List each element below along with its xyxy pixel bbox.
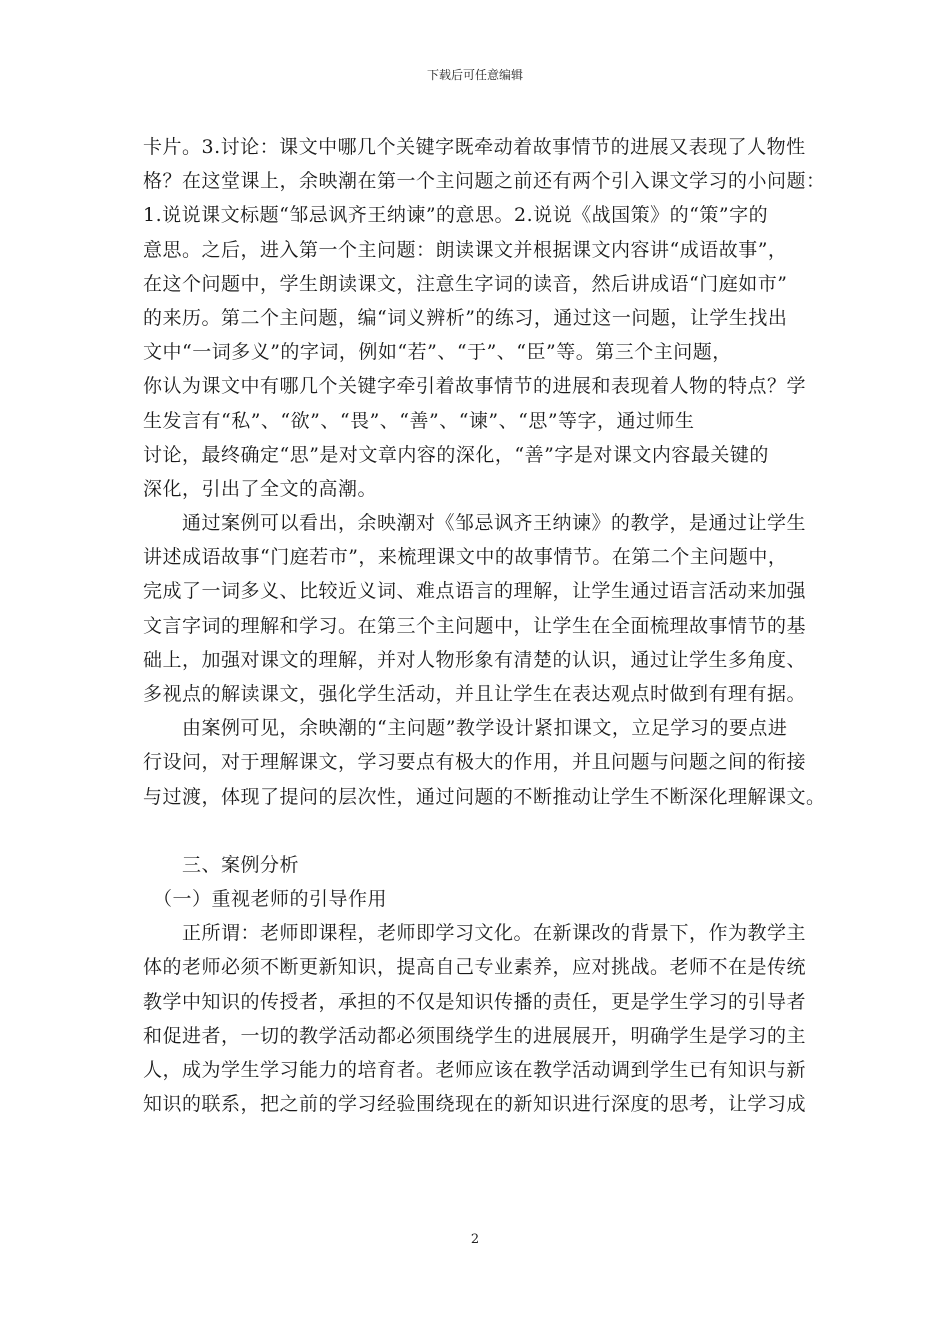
- page-header: 下载后可任意编辑: [426, 68, 523, 82]
- text-line: 行设问，对于理解课文，学习要点有极大的作用，并且问题与问题之间的衔接: [143, 751, 807, 774]
- paragraph-gap: [143, 814, 815, 848]
- text-line: 格？在这堂课上，余映潮在第一个主问题之前还有两个引入课文学习的小问题：: [143, 170, 826, 193]
- text-line: 讨论，最终确定“思”是对文章内容的深化，“善”字是对课文内容最关键的: [143, 443, 769, 466]
- text-line: 文中“一词多义”的字词，例如“若”、“于”、“臣”等。第三个主问题，: [143, 341, 732, 364]
- text-line: 在这个问题中，学生朗读课文，注意生字词的读音，然后讲成语“门庭如市”: [143, 272, 788, 295]
- text-line: 1.说说课文标题“邹忌讽齐王纳谏”的意思。2.说说《战国策》的“策”字的: [143, 204, 769, 227]
- text-line: 体的老师必须不断更新知识，提高自己专业素养，应对挑战。老师不在是传统: [143, 956, 807, 979]
- text-line: 和促进者，一切的教学活动都必须围绕学生的进展展开，明确学生是学习的主: [143, 1024, 807, 1047]
- page-body: [143, 130, 826, 1121]
- subsection-heading: （一）重视老师的引导作用: [143, 887, 388, 910]
- text-line: 深化，引出了全文的高潮。: [143, 477, 378, 500]
- text-line: 文言字词的理解和学习。在第三个主问题中，让学生在全面梳理故事情节的基: [143, 614, 807, 637]
- text-line: 由案例可见，余映潮的“主问题”教学设计紧扣课文，立足学习的要点进: [143, 717, 788, 740]
- section-heading: 三、案例分析: [143, 853, 300, 876]
- text-line: 意思。之后，进入第一个主问题：朗读课文并根据课文内容讲“成语故事”，: [143, 238, 788, 261]
- text-line: 知识的联系，把之前的学习经验围绕现在的新知识进行深度的思考，让学习成: [143, 1093, 807, 1116]
- text-line: 讲述成语故事“门庭若市”，来梳理课文中的故事情节。在第二个主问题中，: [143, 546, 788, 569]
- text-line: 础上，加强对课文的理解，并对人物形象有清楚的认识，通过让学生多角度、: [143, 648, 807, 671]
- text-line: 生发言有“私”、“欲”、“畏”、“善”、“谏”、“思”等字，通过师生: [143, 409, 695, 432]
- text-line: 通过案例可以看出，余映潮对《邹忌讽齐王纳谏》的教学，是通过让学生: [143, 512, 807, 535]
- text-line: 人，成为学生学习能力的培育者。老师应该在教学活动调到学生已有知识与新: [143, 1058, 807, 1081]
- text-line: 完成了一词多义、比较近义词、难点语言的理解，让学生通过语言活动来加强: [143, 580, 807, 603]
- text-line: 正所谓：老师即课程，老师即学习文化。在新课改的背景下，作为教学主: [143, 922, 807, 945]
- text-line: 教学中知识的传授者，承担的不仅是知识传播的责任，更是学生学习的引导者: [143, 990, 807, 1013]
- text-line: 你认为课文中有哪几个关键字牵引着故事情节的进展和表现着人物的特点？学: [143, 375, 807, 398]
- text-line: 的来历。第二个主问题，编“词义辨析”的练习，通过这一问题，让学生找出: [143, 306, 788, 329]
- text-line: 卡片。3.讨论：课文中哪几个关键字既牵动着故事情节的进展又表现了人物性: [143, 136, 806, 158]
- page-number: 2: [470, 1232, 480, 1247]
- text-line: 与过渡，体现了提问的层次性，通过问题的不断推动让学生不断深化理解课文。: [143, 785, 826, 808]
- text-line: 多视点的解读课文，强化学生活动，并且让学生在表达观点时做到有理有据。: [143, 683, 807, 705]
